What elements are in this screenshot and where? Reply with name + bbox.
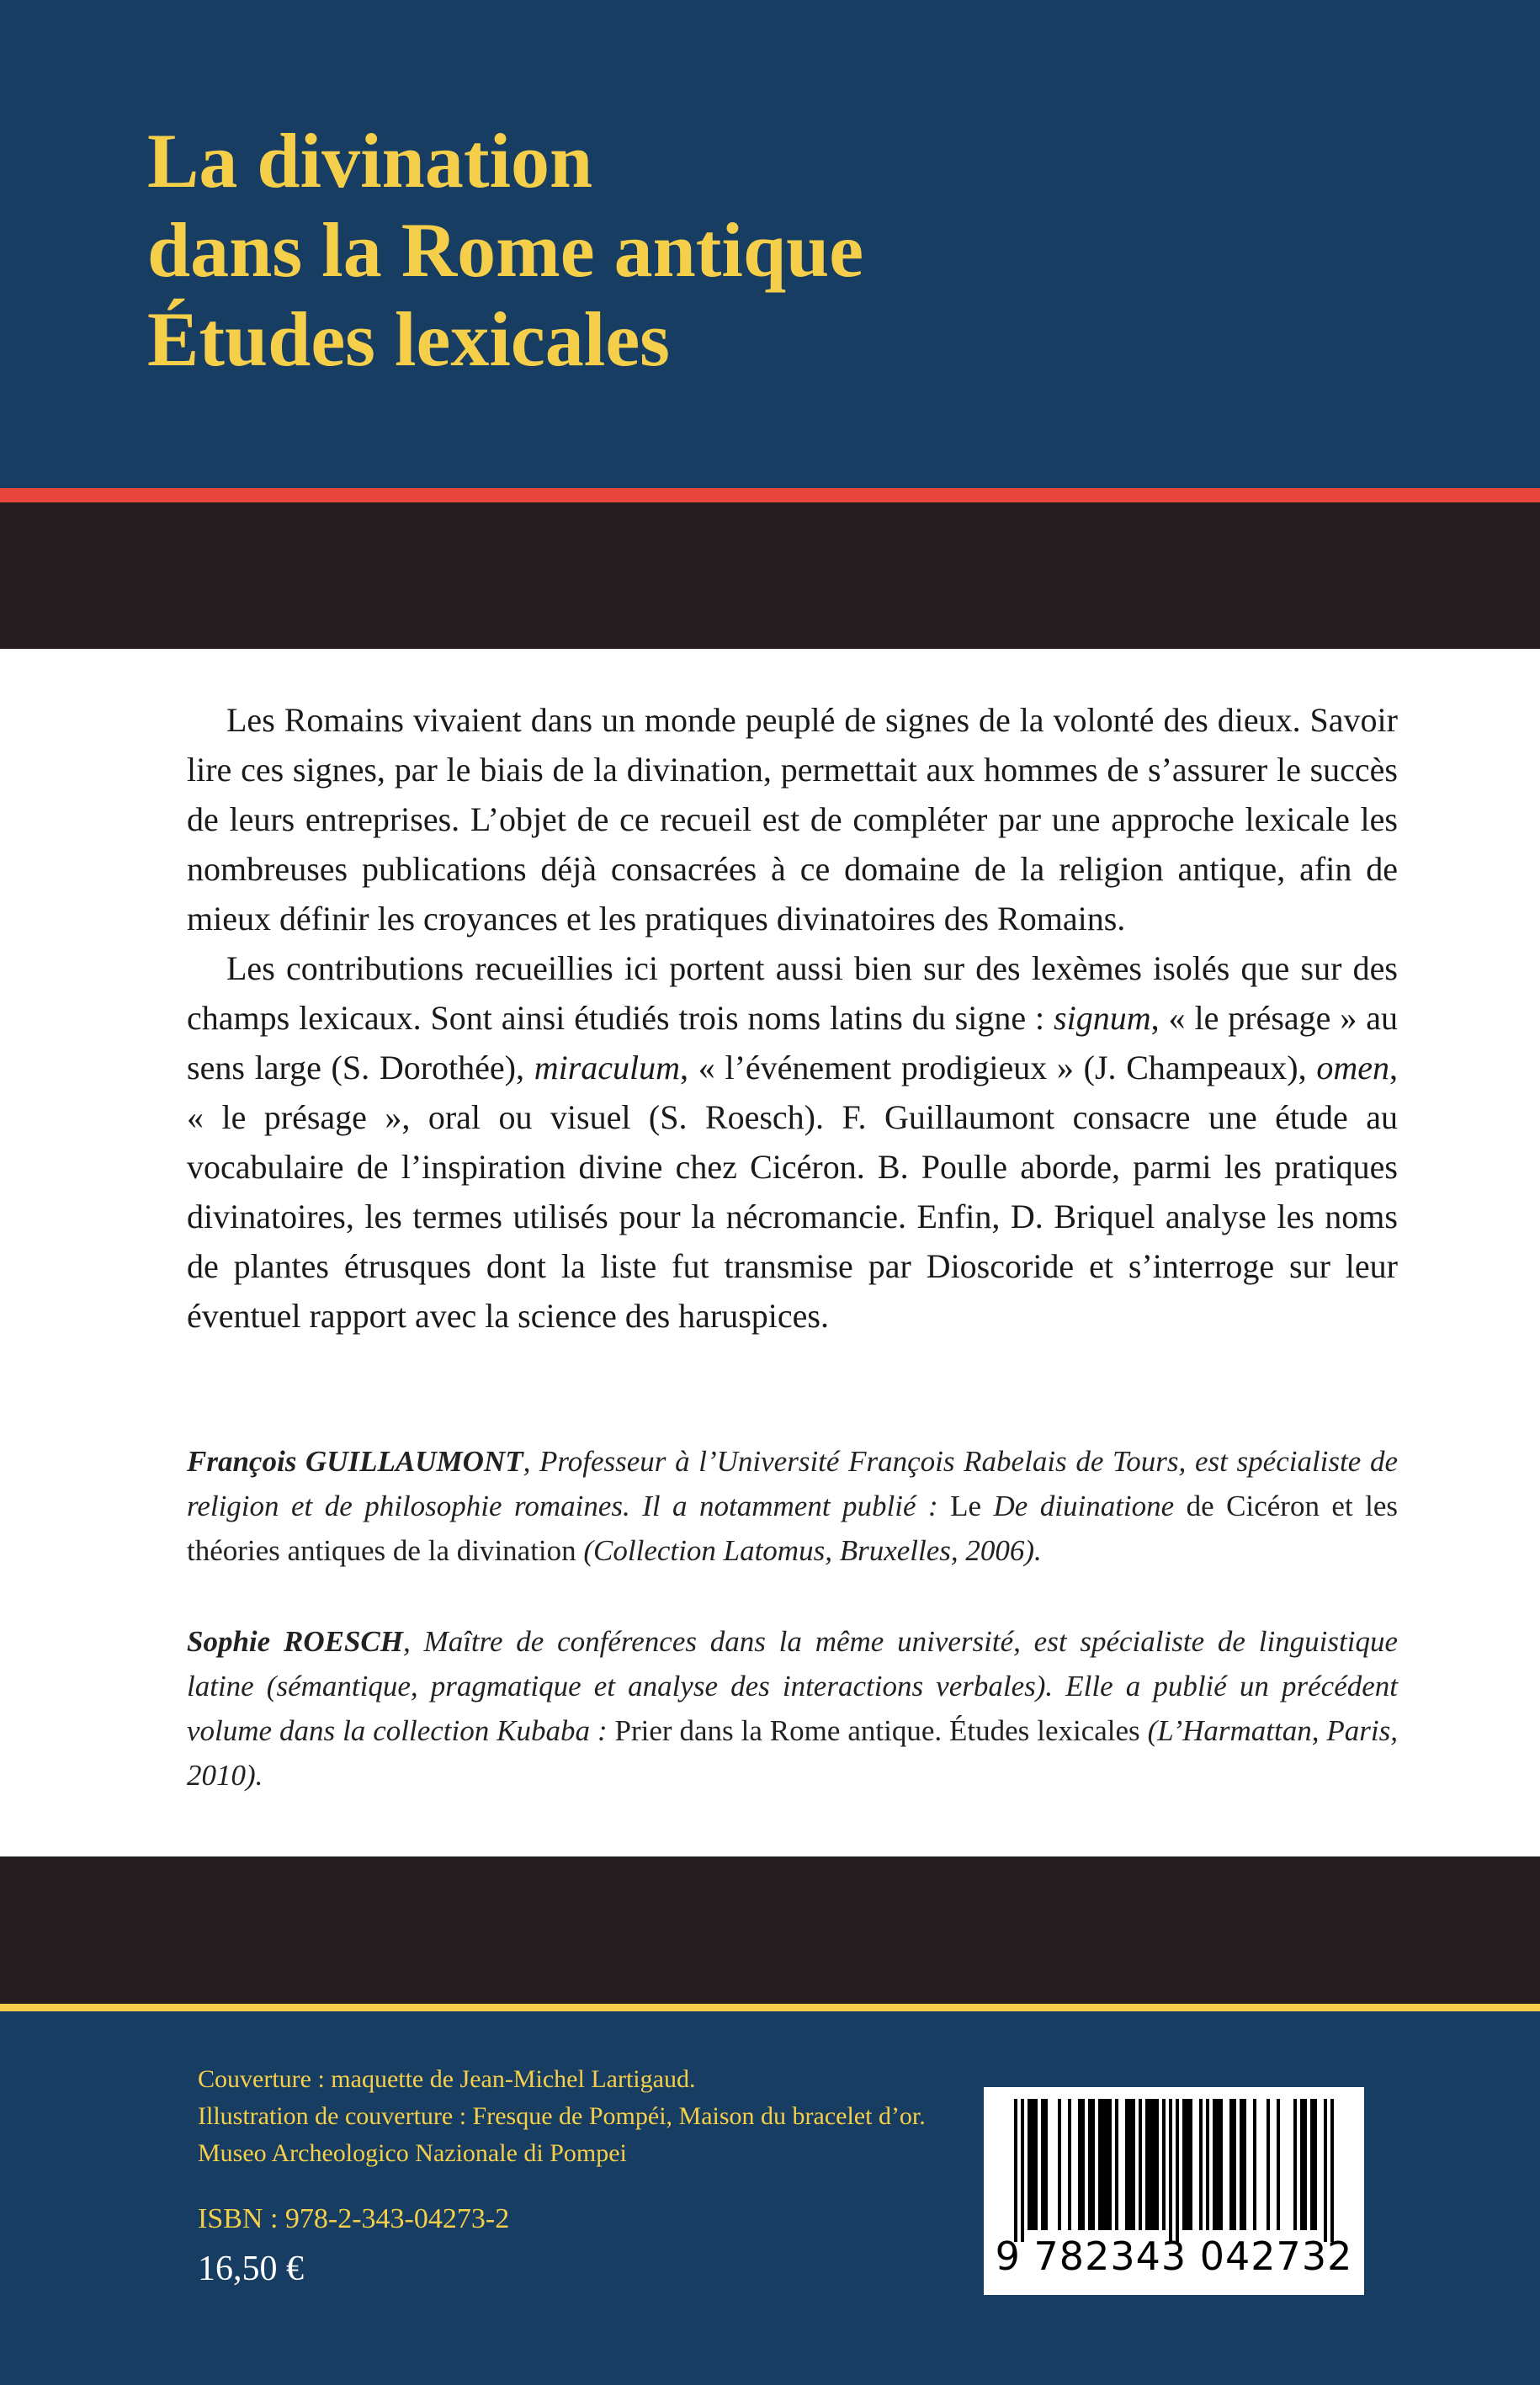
barcode-bar [1031,2099,1034,2230]
barcode-bar [1132,2099,1135,2230]
summary-text-run: , « le présage », oral ou visuel (S. Roesch). F. Guillaumont consacre une étude au vocabulaire de l’inspiration divine chez Cicéron. B. Poulle aborde, parmi les pratiques divinatoires, les termes utilisés pour la nécromancie. Enfin, D. Briquel analyse les noms de plantes étrusques dont la liste fut transmise par Dioscoride et s’interroge sur leur éventuel rapport avec la science des haruspices. [187,1049,1398,1335]
barcode-bar [1253,2099,1256,2230]
summary-paragraph-2 [187,943,1398,1341]
summary-paragraph-1: Les Romains vivaient dans un monde peuplé de signes de la volonté des dieux. Savoir lire ces signes, par le biais de la divination, permettait aux hommes de s’assurer le succès de leurs entreprises. L’objet de ce recueil est de compléter par une approche lexicale les nombreuses publications déjà consacrées à ce domaine de la religion antique, afin de mieux définir les croyances et les pratiques divinatoires des Romains. [187,701,1398,938]
barcode-bar [1186,2099,1189,2230]
author-name: François GUILLAUMONT [187,1445,523,1478]
title-line-1: La divination [147,118,593,204]
summary-text-run: , « le présage » au sens large (S. Dorothée), [187,999,1398,1086]
summary-text-run: Les contributions recueillies ici portent aussi bien sur des lexèmes isolés que sur des champs lexicaux. Sont ainsi étudiés trois noms latins du signe : [187,949,1398,1037]
barcode-bar [1115,2099,1118,2230]
barcode-bar [1155,2099,1159,2230]
black-band-top [0,502,1540,649]
barcode-bar [1216,2099,1219,2230]
barcode-bar [1206,2099,1209,2230]
barcode-bar [1277,2099,1280,2230]
barcode-bar [1330,2099,1334,2242]
latin-term-miraculum: miraculum [534,1049,681,1086]
latin-term-signum: signum [1054,999,1151,1037]
barcode-bar [1098,2099,1102,2230]
barcode-bar [1088,2099,1091,2230]
barcode-bar [1102,2099,1105,2230]
barcode-bar [1149,2099,1152,2230]
barcode-bar [1044,2099,1048,2230]
barcode-bar [1014,2099,1017,2242]
barcode-bar [1021,2099,1024,2242]
barcode-bar [1240,2099,1243,2230]
work-title: Le [950,1490,994,1522]
barcode-bar [1199,2099,1203,2230]
title-line-3: Études lexicales [147,296,670,382]
latin-term-omen: omen [1316,1049,1389,1086]
barcode-bar [1314,2099,1317,2230]
credit-line-2: Illustration de couverture : Fresque de Pompéi, Maison du bracelet d’or. [198,2102,926,2130]
barcode-bar [1169,2099,1172,2242]
summary-text-run: , « l’événement prodigieux » (J. Champeaux), [680,1049,1317,1086]
barcode-bar [1189,2099,1192,2230]
barcode-digits: 9 782343 042732 [995,2234,1353,2279]
bio-text: , Professeur à l’Université François Rabelais de Tours, est spécialiste de religion et de philosophie romaines. Il a notamment publié : [187,1445,1399,1522]
bio-text: (Collection Latomus, Bruxelles, 2006). [576,1534,1042,1567]
price: 16,50 € [198,2250,304,2288]
title-line-2: dans la Rome antique [147,207,864,293]
barcode-bar [1310,2099,1314,2230]
barcode-bar [1304,2099,1307,2230]
barcode-bar [1105,2099,1108,2230]
work-title-latin: De diuinatione [993,1490,1175,1522]
bio-text: (L’Harmattan, Paris, 2010). [187,1714,1399,1792]
barcode-bar [1267,2099,1270,2230]
barcode-bar [1078,2099,1081,2230]
barcode-bar [1293,2099,1297,2230]
barcode-bar [1125,2099,1128,2230]
barcode-bar [1041,2099,1044,2230]
barcode-bar [1300,2099,1304,2230]
barcode-bar [1233,2099,1236,2230]
barcode-bar [1034,2099,1038,2230]
author-bio-roesch [187,1619,1398,1798]
barcode-bar [1152,2099,1155,2230]
barcode-bar [1324,2099,1327,2242]
barcode-bar [1219,2099,1223,2230]
red-rule [0,488,1540,502]
barcode-bar [1028,2099,1031,2230]
barcode-bar [1182,2099,1186,2230]
barcode-bar [1176,2099,1179,2242]
summary-text [187,695,1398,1341]
work-title: Prier dans la Rome antique. Études lexicales [614,1714,1140,1747]
credit-line-1: Couverture : maquette de Jean-Michel Lartigaud. [198,2065,696,2093]
isbn: ISBN : 978-2-343-04273-2 [198,2203,510,2234]
author-bio-guillaumont [187,1439,1398,1573]
barcode-bar [1229,2099,1233,2230]
barcode-bar [1128,2099,1132,2230]
barcode-bar [1108,2099,1112,2230]
author-name: Sophie ROESCH [187,1625,403,1658]
barcode-bar [1068,2099,1071,2230]
work-title: de Cicéron et les théories antiques de la divination [187,1490,1399,1567]
barcode-bar [1139,2099,1142,2230]
barcode [984,2087,1364,2295]
cover-credits [198,2061,997,2172]
barcode-bar [1213,2099,1216,2230]
barcode-bar [1243,2099,1246,2230]
barcode-bar [1145,2099,1149,2230]
credit-line-3: Museo Archeologico Nazionale di Pompei [198,2139,627,2167]
bio-text: , Maître de conférences dans la même université, est spécialiste de linguistique latine (sémantique, pragmatique et analyse des interactions verbales). Elle a publié un précédent volume dans la collection Kubaba : [187,1625,1399,1747]
black-band-bottom [0,1856,1540,2004]
yellow-rule [0,2004,1540,2011]
barcode-bar [1058,2099,1061,2230]
barcode-bar [1091,2099,1095,2230]
book-title [147,116,1410,384]
barcode-bar [1081,2099,1085,2230]
barcode-bar [1162,2099,1166,2230]
